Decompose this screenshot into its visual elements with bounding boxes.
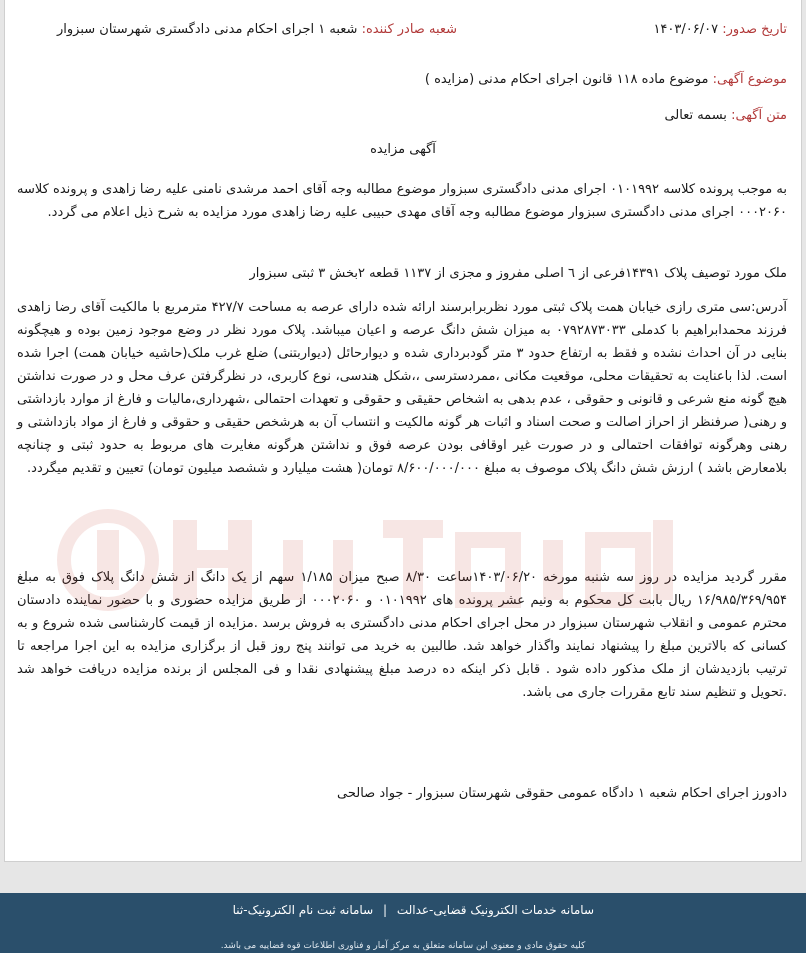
branch-label: شعبه صادر کننده:: [361, 22, 458, 37]
bismillah: بسمه تعالی: [664, 108, 727, 123]
issue-date-label: تاریخ صدور:: [722, 22, 787, 37]
subject-value: موضوع ماده ۱۱۸ قانون اجرای احکام مدنی (مزایده ): [424, 72, 709, 87]
notice-subject: [425, 72, 787, 87]
footer-links: [233, 903, 594, 917]
notice-title: آگهی مزایده: [370, 142, 436, 157]
footer: [0, 893, 806, 953]
issue-date: [653, 22, 787, 37]
issuing-branch: [57, 22, 457, 37]
notice-card: [4, 0, 802, 862]
subject-label: موضوع آگهی:: [712, 72, 787, 87]
paragraph-property: ملک مورد توصیف پلاک ۱۴۳۹۱فرعی از ٦ اصلی مفروز و مجزی از ۱۱۳۷ قطعه ۲بخش ۳ ثبتی سبزوار: [249, 266, 787, 281]
footer-link-sana[interactable]: سامانه ثبت نام الکترونیک-ثنا: [232, 903, 374, 917]
body-label: متن آگهی:: [731, 108, 787, 123]
paragraph-description: آدرس:سی متری رازی خیابان همت پلاک ثبتی مورد نظربرابرسند ارائه شده دارای عرصه به مساحت ۴۲۷/۷ مترمربع با مالکیت آقای رضا زاهدی فرزند محمدابراهیم با کدملی ۰۷۹۲۸۷۳۰۳۳ به میزان شش دانگ عرصه و اعیان میباشد. پلاک مورد نظر در وضع موجود زمین بوده و هیچگونه بنایی در آن احداث نشده و فقط به ارتفاع حدود ۳ متر گودبرداری شده و دیوارحائل (دیواربتنی) ضلع غرب ملک(حاشیه خیابان همت) اجرا شده است. لذا باعنایت به تحقیقات محلی، موقعیت مکانی ،ممردسترسی ،،شکل هندسی، نوع کاربری، در نظرگرفتن عرف محل و در صورت نداشتن هیچ گونه منع شرعی و قانونی و حقوقی ، عدم بدهی به اشخاص حقیقی و حقوقی و تعهدات احتمالی ،شهرداری،مالیات و فارغ از موارد بازداشتی و رهنی( صرفنظر از احراز اصالت و صحت اسناد و اثبات هر گونه مالکیت و انتساب آن به هرشخص حقیقی و حقوقی و فارغ از مواد بازداشتی و رهنی وهرگونه توافقات احتمالی و در صورت غیر اوقافی بودن عرصه فوق و نداشتن هرگونه مغایرت های مربوط به حدود ثبتی و چنانچه بلامعارض باشد ) ارزش شش دانگ پلاک موصوف به مبلغ ۸/۶۰۰/۰۰۰/۰۰۰ تومان( هشت میلیارد و ششصد میلیون تومان) تعیین و تقدیم میگردد.: [17, 300, 787, 476]
paragraph-case-files: به موجب پرونده کلاسه ۰۱۰۱۹۹۲ اجرای مدنی دادگستری سبزوار موضوع مطالبه وجه آقای احمد مرشدی نامنی علیه رضا زاهدی و پرونده کلاسه ۰۰۰۲۰۶۰ اجرای مدنی دادگستری سبزوار موضوع مطالبه وجه آقای مهدی حبیبی علیه رضا زاهدی مورد مزایده به شرح ذیل اعلام می گردد.: [17, 182, 788, 220]
footer-link-ekhta[interactable]: سامانه خدمات الکترونیک قضایی-عدالت: [396, 903, 594, 917]
branch-value: شعبه ۱ اجرای احکام مدنی دادگستری شهرستان سبزوار: [57, 22, 358, 37]
paragraph-auction-terms: مقرر گردید مزایده در روز سه شنبه مورخه ۱۴۰۳/۰۶/۲۰ساعت ۸/۳۰ صبح میزان ۱/۱۸۵ سهم از یک دانگ از شش دانگ پلاک فوق به مبلغ ۱۶/۹۸۵/۳۶۹/۹۵۴ ریال بابت کل محکوم به ونیم عشر پرونده های ۰۱۰۱۹۹۲ و ۰۰۰۲۰۶۰ از طریق مزایده حضوری و با حضور نماینده دادستان محترم عمومی و انقلاب شهرستان سبزوار در محل اجرای احکام مدنی دادگستری به فروش برسد .مزایده از قیمت کارشناسی شده شروع و به کسانی که بالاترین مبلغ را پیشنهاد نمایند واگذار خواهد شد. طالبین به خرید می توانند پنج روز قبل از برگزاری مزایده به این اجرا مراجعه تا ترتیب بازدیدشان از ملک مذکور داده شود . قابل ذکر اینکه ده درصد مبلغ پیشنهادی نقدا و فی المجلس از برنده مزایده دریافت خواهد شد .تحویل و تنظیم سند تابع مقررات جاری می باشد.: [17, 570, 788, 700]
footer-copyright: کلیه حقوق مادی و معنوی این سامانه متعلق به مرکز آمار و فناوری اطلاعات قوه قضاییه می باشد.: [220, 941, 586, 951]
footer-separator: |: [382, 903, 387, 917]
issue-date-value: ۱۴۰۳/۰۶/۰۷: [653, 22, 719, 37]
signature: دادورز اجرای احکام شعبه ۱ دادگاه عمومی حقوقی شهرستان سبزوار - جواد صالحی: [337, 786, 787, 801]
notice-body-header: [664, 108, 787, 123]
